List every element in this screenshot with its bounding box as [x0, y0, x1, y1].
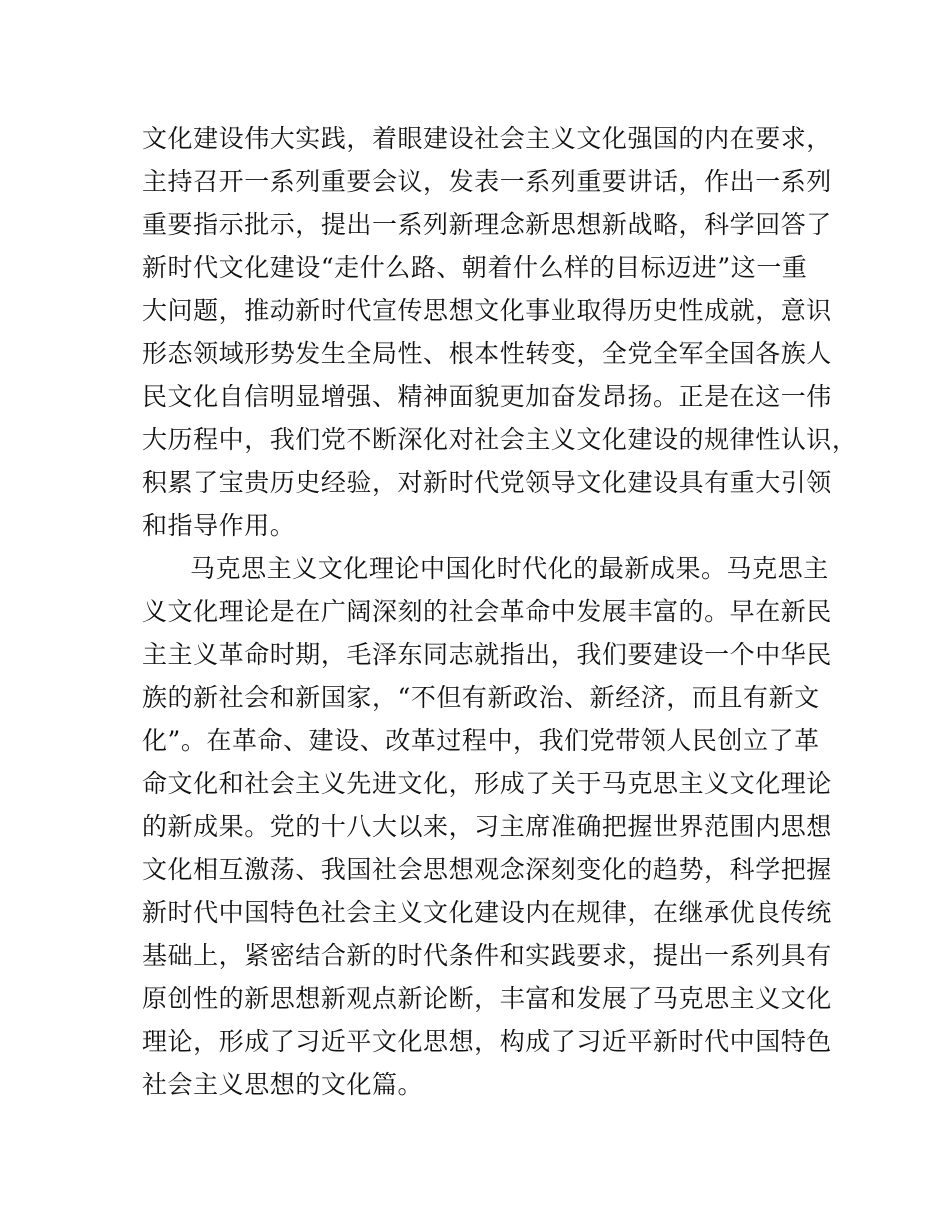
text-line: 主主义革命时期，毛泽东同志就指出，我们要建设一个中华民 — [142, 640, 832, 669]
text-line: 新时代中国特色社会主义文化建设内在规律，在继承优良传统 — [142, 898, 832, 927]
text-line: 形态领域形势发生全局性、根本性转变，全党全军全国各族人 — [142, 339, 832, 368]
text-line: 义文化理论是在广阔深刻的社会革命中发展丰富的。早在新民 — [142, 597, 832, 626]
text-line: 化”。在革命、建设、改革过程中，我们党带领人民创立了革 — [142, 726, 820, 755]
text-line: 大问题，推动新时代宣传思想文化事业取得历史性成就，意识 — [142, 296, 832, 325]
text-line: 原创性的新思想新观点新论断，丰富和发展了马克思主义文化 — [142, 984, 832, 1013]
text-line: 族的新社会和新国家，“不但有新政治、新经济，而且有新文 — [142, 683, 820, 712]
text-line: 文化相互激荡、我国社会思想观念深刻变化的趋势，科学把握 — [142, 855, 832, 884]
text-line: 命文化和社会主义先进文化，形成了关于马克思主义文化理论 — [142, 769, 832, 798]
text-line: 社会主义思想的文化篇。 — [142, 1070, 424, 1099]
document-body — [142, 117, 858, 1106]
text-line: 马克思主义文化理论中国化时代化的最新成果。马克思主 — [190, 554, 829, 583]
paragraph-2 — [142, 547, 842, 1106]
text-line: 积累了宝贵历史经验，对新时代党领导文化建设具有重大引领 — [142, 468, 832, 497]
text-line: 基础上，紧密结合新的时代条件和实践要求，提出一系列具有 — [142, 941, 832, 970]
text-line: 理论，形成了习近平文化思想，构成了习近平新时代中国特色 — [142, 1027, 832, 1056]
text-line: 的新成果。党的十八大以来，习主席准确把握世界范围内思想 — [142, 812, 832, 841]
text-line: 大历程中，我们党不断深化对社会主义文化建设的规律性认识， — [142, 425, 858, 454]
text-line: 民文化自信明显增强、精神面貌更加奋发昂扬。正是在这一伟 — [142, 382, 832, 411]
text-line: 文化建设伟大实践，着眼建设社会主义文化强国的内在要求， — [142, 124, 832, 153]
paragraph-1 — [142, 117, 858, 547]
text-line: 新时代文化建设“走什么路、朝着什么样的目标迈进”这一重 — [142, 253, 808, 282]
text-line: 和指导作用。 — [142, 511, 296, 540]
text-line: 主持召开一系列重要会议，发表一系列重要讲话，作出一系列 — [142, 167, 832, 196]
text-line: 重要指示批示，提出一系列新理念新思想新战略，科学回答了 — [142, 210, 832, 239]
